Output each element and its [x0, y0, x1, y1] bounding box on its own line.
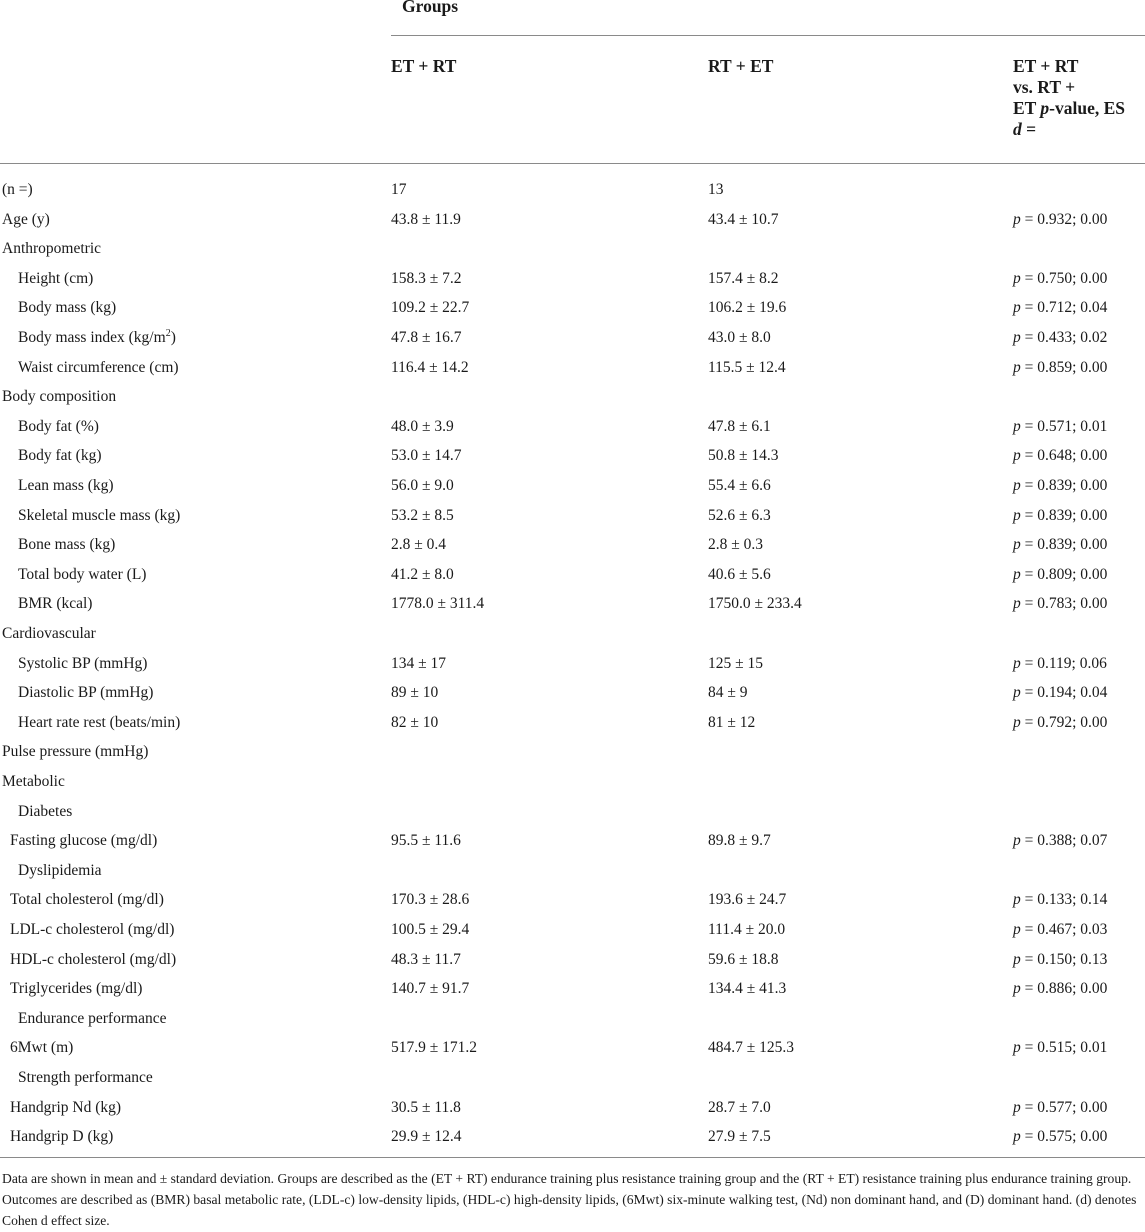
cell-pvalue [1013, 477, 1107, 495]
cell-pvalue [1013, 684, 1107, 702]
table-row [0, 1010, 1145, 1040]
p-symbol: p [1013, 417, 1021, 435]
row-label-text: HDL-c cholesterol (mg/dl) [10, 950, 177, 968]
p-symbol: p [1013, 329, 1021, 346]
row-label-text: Body composition [2, 388, 117, 406]
cell-et-rt: 43.8 ± 11.9 [391, 210, 461, 228]
p-value-text: = 0.467; 0.03 [1020, 921, 1108, 938]
table-row [0, 951, 1145, 981]
p-value-text: = 0.792; 0.00 [1020, 713, 1108, 731]
cell-rt-et: 193.6 ± 24.7 [708, 891, 787, 909]
cell-et-rt: 29.9 ± 12.4 [391, 1128, 462, 1146]
table-row [0, 980, 1145, 1010]
p-value-text: = 0.577; 0.00 [1020, 1098, 1108, 1116]
cell-pvalue [1013, 329, 1107, 347]
table-row [0, 1039, 1145, 1069]
cell-et-rt: 95.5 ± 11.6 [391, 832, 461, 850]
row-label-text: Cardiovascular [2, 625, 96, 642]
cell-pvalue [1013, 507, 1107, 525]
row-label [18, 655, 147, 673]
row-label [2, 743, 148, 761]
p-symbol: p [1013, 891, 1021, 909]
cell-rt-et: 59.6 ± 18.8 [708, 950, 779, 968]
cell-pvalue [1013, 951, 1107, 969]
cell-rt-et: 125 ± 15 [708, 654, 764, 672]
cell-rt-et: 115.5 ± 12.4 [708, 358, 786, 376]
p-value-text: = 0.515; 0.01 [1020, 1039, 1108, 1057]
cell-pvalue [1013, 714, 1107, 732]
cell-pvalue [1013, 1039, 1107, 1057]
row-label-text: Strength performance [18, 1069, 153, 1086]
table-row [0, 507, 1145, 537]
p-symbol: p [1013, 980, 1021, 998]
cell-pvalue [1013, 418, 1107, 436]
row-label-text: Handgrip D (kg) [10, 1128, 114, 1146]
p-symbol: p [1013, 536, 1021, 554]
row-label-text: Height (cm) [18, 269, 94, 287]
cell-rt-et: 106.2 ± 19.6 [708, 299, 787, 317]
cell-et-rt: 134 ± 17 [391, 654, 447, 672]
table-row [0, 566, 1145, 596]
cell-rt-et: 81 ± 12 [708, 713, 756, 731]
row-label-text: Total cholesterol (mg/dl) [10, 891, 164, 909]
cell-rt-et: 52.6 ± 6.3 [708, 506, 771, 524]
table-row [0, 270, 1145, 300]
p-value-text: = 0.859; 0.00 [1020, 358, 1108, 376]
row-label-text: Endurance performance [18, 1009, 167, 1027]
cell-pvalue [1013, 270, 1107, 288]
cell-et-rt: 2.8 ± 0.4 [391, 536, 447, 554]
row-label [2, 625, 96, 643]
cell-rt-et: 50.8 ± 14.3 [708, 447, 779, 465]
row-label [10, 1099, 121, 1117]
p-value-text: = 0.133; 0.14 [1020, 891, 1108, 909]
cell-et-rt: 41.2 ± 8.0 [391, 565, 454, 583]
groups-title: Groups [402, 0, 459, 16]
p-value-text: = 0.712; 0.04 [1020, 299, 1108, 317]
row-label-text: Bone mass (kg) [18, 536, 116, 554]
table-row [0, 1069, 1145, 1099]
row-label [10, 891, 164, 909]
row-label-suffix: ) [170, 329, 176, 346]
row-label-text: Anthropometric [2, 240, 102, 258]
row-label [18, 447, 102, 465]
row-label-text: Pulse pressure (mmHg) [2, 743, 149, 761]
cell-et-rt: 30.5 ± 11.8 [391, 1098, 461, 1116]
p-symbol: p [1013, 447, 1021, 465]
cell-pvalue [1013, 359, 1107, 377]
row-label [2, 211, 50, 229]
p-value-text: = 0.150; 0.13 [1020, 950, 1108, 968]
cell-pvalue [1013, 595, 1107, 613]
header-col3 [1013, 56, 1125, 140]
p-value-text: = 0.119; 0.06 [1020, 654, 1107, 672]
footnote: Data are shown in mean and ± standard deviation. Groups are described as the (ET + RT) endurance training plus resistance training group and the (RT + ET) resistance training plus endurance training group. Outcomes are described as (BMR) basal metabolic rate, (LDL-c) low-density lipids, (HDL-c) high-density lipids, (6Mwt) six-minute walking test, (Nd) non dominant hand, and (D) dominant hand. (d) denotes Cohen d effect size. [2, 1171, 1137, 1228]
groups-rule [391, 35, 1145, 36]
header-col3-d: d [1013, 119, 1022, 139]
table-row [0, 181, 1145, 211]
cell-et-rt: 17 [391, 181, 407, 198]
row-label-text: Triglycerides (mg/dl) [10, 980, 143, 998]
p-value-text: = 0.839; 0.00 [1020, 536, 1108, 554]
row-label [18, 1069, 153, 1087]
p-symbol: p [1013, 1128, 1021, 1146]
table-row [0, 921, 1145, 951]
cell-pvalue [1013, 447, 1107, 465]
p-value-text: = 0.886; 0.00 [1020, 980, 1108, 998]
table-row [0, 595, 1145, 625]
p-symbol: p [1013, 1039, 1021, 1057]
cell-pvalue [1013, 655, 1107, 673]
header-col3-line3 [1013, 98, 1125, 119]
cell-rt-et: 47.8 ± 6.1 [708, 417, 771, 435]
cell-pvalue [1013, 299, 1107, 317]
p-value-text: = 0.783; 0.00 [1020, 595, 1108, 613]
table-row [0, 1128, 1145, 1158]
row-label-text: Skeletal muscle mass (kg) [18, 506, 181, 524]
p-symbol: p [1013, 832, 1021, 850]
row-label [18, 714, 180, 732]
p-symbol: p [1013, 477, 1021, 494]
row-label-text: Metabolic [2, 773, 65, 790]
table-row [0, 388, 1145, 418]
row-label-text: Body mass (kg) [18, 299, 117, 317]
cell-rt-et: 134.4 ± 41.3 [708, 980, 787, 998]
p-value-text: = 0.648; 0.00 [1020, 447, 1108, 465]
p-symbol: p [1013, 358, 1021, 376]
p-symbol: p [1013, 210, 1021, 228]
row-label [18, 1010, 166, 1028]
row-label-text: 6Mwt (m) [10, 1039, 74, 1057]
header-col3-pvalue-es: -value, ES [1049, 98, 1126, 118]
table-row [0, 299, 1145, 329]
row-label-text: Dyslipidemia [18, 861, 102, 879]
row-label-text: LDL-c cholesterol (mg/dl) [10, 921, 175, 938]
p-symbol: p [1013, 565, 1021, 583]
row-label-text: (n =) [2, 181, 33, 198]
p-symbol: p [1013, 950, 1021, 968]
p-value-text: = 0.932; 0.00 [1020, 210, 1108, 228]
table-row [0, 240, 1145, 270]
p-value-text: = 0.809; 0.00 [1020, 565, 1108, 583]
table-row [0, 714, 1145, 744]
row-label [2, 181, 33, 199]
cell-et-rt: 1778.0 ± 311.4 [391, 595, 485, 613]
row-label [10, 1039, 73, 1057]
table-row [0, 211, 1145, 241]
cell-et-rt: 100.5 ± 29.4 [391, 921, 470, 938]
header-col3-p: p [1040, 98, 1050, 118]
bottom-rule [0, 1157, 1145, 1158]
p-symbol: p [1013, 1098, 1021, 1116]
p-value-text: = 0.433; 0.02 [1020, 329, 1108, 346]
row-label [18, 566, 146, 584]
cell-pvalue [1013, 536, 1107, 554]
row-label [10, 951, 176, 969]
header-col2: RT + ET [708, 56, 774, 76]
row-label-text: Handgrip Nd (kg) [10, 1098, 122, 1116]
cell-rt-et: 28.7 ± 7.0 [708, 1098, 771, 1116]
table-row [0, 447, 1145, 477]
row-label [18, 270, 93, 288]
table-row [0, 655, 1145, 685]
row-label [2, 388, 116, 406]
row-label [18, 803, 72, 821]
row-label-text: Body fat (%) [18, 417, 99, 435]
cell-pvalue [1013, 211, 1107, 229]
table-row [0, 832, 1145, 862]
cell-et-rt: 140.7 ± 91.7 [391, 980, 470, 998]
cell-et-rt: 89 ± 10 [391, 684, 439, 702]
row-label [18, 359, 179, 377]
table-row [0, 891, 1145, 921]
row-label [18, 507, 180, 525]
cell-et-rt: 82 ± 10 [391, 713, 439, 731]
cell-rt-et: 484.7 ± 125.3 [708, 1039, 795, 1057]
p-symbol: p [1013, 684, 1021, 702]
cell-pvalue [1013, 832, 1107, 850]
row-label [10, 832, 157, 850]
table-row [0, 477, 1145, 507]
cell-et-rt: 517.9 ± 171.2 [391, 1039, 478, 1057]
cell-rt-et: 55.4 ± 6.6 [708, 477, 771, 494]
table-row [0, 862, 1145, 892]
header-col3-et: ET [1013, 98, 1041, 118]
header-rule [0, 163, 1145, 164]
row-label-text: Age (y) [2, 210, 50, 228]
row-label-text: Diastolic BP (mmHg) [18, 684, 154, 702]
table-row [0, 625, 1145, 655]
row-label-text: BMR (kcal) [18, 595, 93, 613]
p-value-text: = 0.839; 0.00 [1020, 477, 1108, 494]
header-col3-eq: = [1021, 119, 1037, 139]
row-label-text: Waist circumference (cm) [18, 358, 179, 376]
cell-et-rt: 53.0 ± 14.7 [391, 447, 462, 465]
table-row [0, 1099, 1145, 1129]
header-col3-line1: ET + RT [1013, 56, 1079, 76]
row-label-text: Total body water (L) [18, 565, 147, 583]
header-col1: ET + RT [391, 56, 457, 76]
cell-pvalue [1013, 1128, 1107, 1146]
p-value-text: = 0.388; 0.07 [1020, 832, 1108, 850]
table-row [0, 329, 1145, 359]
p-value-text: = 0.194; 0.04 [1020, 684, 1108, 702]
row-label-text: Body mass index (kg/m [18, 329, 166, 346]
cell-et-rt: 56.0 ± 9.0 [391, 477, 454, 494]
p-symbol: p [1013, 654, 1021, 672]
cell-et-rt: 116.4 ± 14.2 [391, 358, 469, 376]
cell-rt-et: 157.4 ± 8.2 [708, 269, 779, 287]
table-row [0, 803, 1145, 833]
row-label-text: Systolic BP (mmHg) [18, 654, 148, 672]
header-col3-line2: vs. RT + [1013, 77, 1076, 97]
row-label-text: Diabetes [18, 802, 73, 820]
row-label-superscript: 2 [165, 327, 171, 339]
cell-rt-et: 43.4 ± 10.7 [708, 210, 779, 228]
table-row [0, 773, 1145, 803]
p-symbol: p [1013, 595, 1021, 613]
row-label [18, 477, 114, 495]
row-label [2, 773, 65, 791]
cell-et-rt: 48.3 ± 11.7 [391, 950, 461, 968]
row-label [18, 329, 176, 347]
row-label [10, 980, 142, 998]
row-label [18, 299, 116, 317]
cell-rt-et: 89.8 ± 9.7 [708, 832, 771, 850]
cell-et-rt: 53.2 ± 8.5 [391, 506, 454, 524]
p-value-text: = 0.571; 0.01 [1020, 417, 1108, 435]
table-row [0, 684, 1145, 714]
cell-pvalue [1013, 566, 1107, 584]
cell-pvalue [1013, 921, 1107, 939]
p-symbol: p [1013, 506, 1021, 524]
cell-rt-et: 84 ± 9 [708, 684, 748, 702]
header-col3-line4 [1013, 119, 1125, 140]
table-row [0, 418, 1145, 448]
cell-rt-et: 43.0 ± 8.0 [708, 329, 771, 346]
cell-rt-et: 27.9 ± 7.5 [708, 1128, 771, 1146]
row-label-text: Body fat (kg) [18, 447, 102, 465]
row-label [10, 921, 174, 939]
cell-rt-et: 1750.0 ± 233.4 [708, 595, 802, 613]
p-symbol: p [1013, 713, 1021, 731]
row-label-text: Lean mass (kg) [18, 477, 114, 494]
cell-rt-et: 13 [708, 181, 724, 198]
cell-et-rt: 170.3 ± 28.6 [391, 891, 470, 909]
cell-rt-et: 111.4 ± 20.0 [708, 921, 786, 938]
row-label [18, 595, 92, 613]
cell-pvalue [1013, 891, 1107, 909]
cell-pvalue [1013, 1099, 1107, 1117]
p-value-text: = 0.839; 0.00 [1020, 506, 1108, 524]
row-label [18, 862, 102, 880]
row-label-text: Heart rate rest (beats/min) [18, 713, 181, 731]
row-label-text: Fasting glucose (mg/dl) [10, 832, 158, 850]
row-label [10, 1128, 113, 1146]
p-value-text: = 0.575; 0.00 [1020, 1128, 1108, 1146]
table-row [0, 743, 1145, 773]
cell-rt-et: 2.8 ± 0.3 [708, 536, 764, 554]
row-label [2, 240, 101, 258]
row-label [18, 536, 115, 554]
cell-et-rt: 109.2 ± 22.7 [391, 299, 470, 317]
cell-et-rt: 47.8 ± 16.7 [391, 329, 462, 346]
p-symbol: p [1013, 921, 1021, 938]
cell-pvalue [1013, 980, 1107, 998]
cell-et-rt: 48.0 ± 3.9 [391, 417, 454, 435]
cell-et-rt: 158.3 ± 7.2 [391, 269, 462, 287]
row-label [18, 418, 99, 436]
p-symbol: p [1013, 299, 1021, 317]
table-row [0, 536, 1145, 566]
row-label [18, 684, 153, 702]
p-value-text: = 0.750; 0.00 [1020, 269, 1108, 287]
cell-rt-et: 40.6 ± 5.6 [708, 565, 771, 583]
p-symbol: p [1013, 269, 1021, 287]
table-row [0, 359, 1145, 389]
